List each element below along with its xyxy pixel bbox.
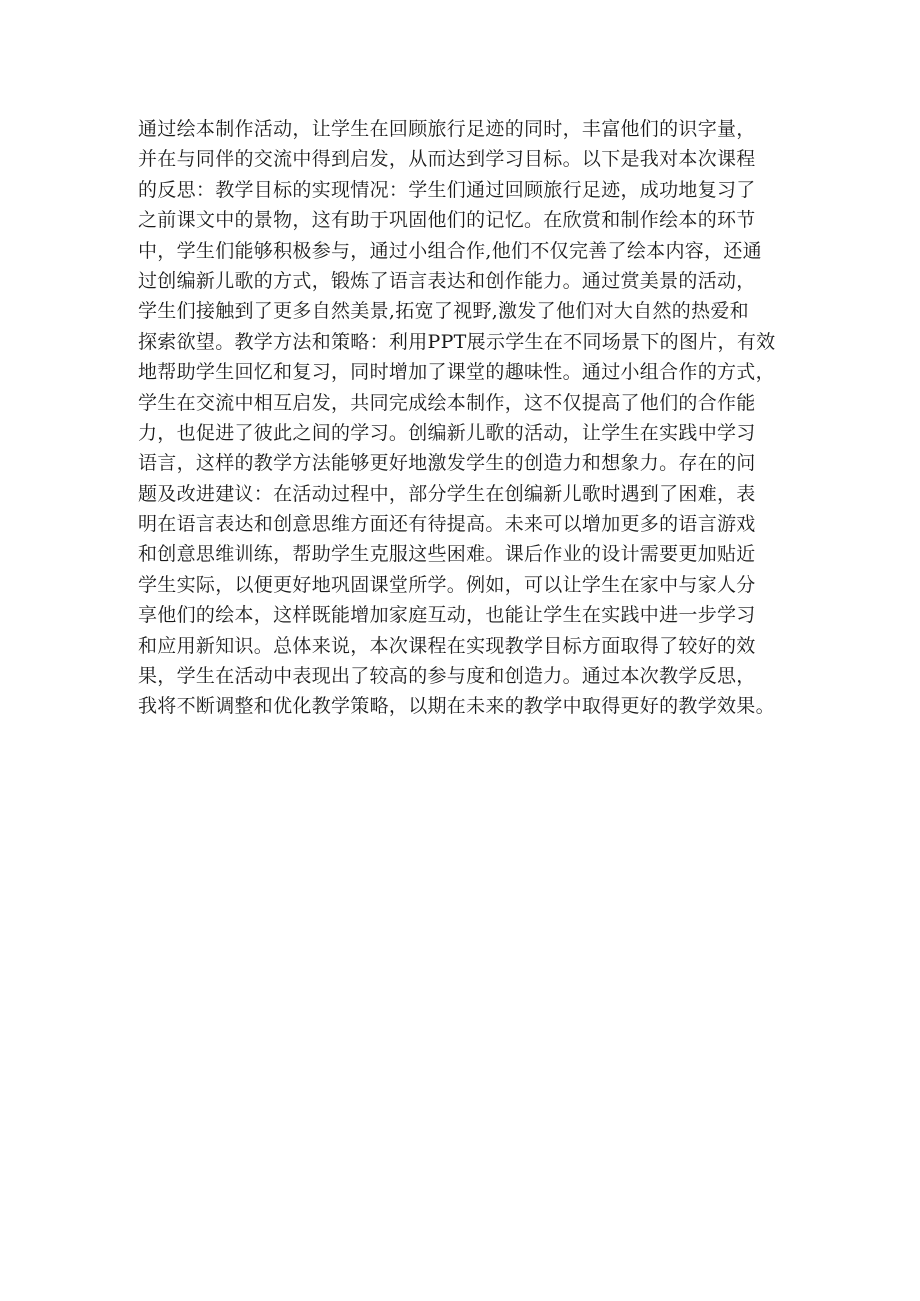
text-line: 果，学生在活动中表现出了较高的参与度和创造力。通过本次教学反思， xyxy=(138,665,756,688)
text-line: 地帮助学生回忆和复习，同时增加了课堂的趣味性。通过小组合作的方式， xyxy=(138,361,775,384)
text-line: 之前课文中的景物，这有助于巩固他们的记忆。在欣赏和制作绘本的环节 xyxy=(138,209,756,232)
text-line: 题及改进建议：在活动过程中，部分学生在创编新儿歌时遇到了困难，表 xyxy=(138,482,756,505)
text-line: 并在与同伴的交流中得到启发，从而达到学习目标。以下是我对本次课程 xyxy=(138,148,756,171)
text-line: 通过绘本制作活动，让学生在回顾旅行足迹的同时，丰富他们的识字量， xyxy=(138,118,756,140)
text-line: 享他们的绘本，这样既能增加家庭互动，也能让学生在实践中进一步学习 xyxy=(138,604,756,627)
text-line: 中，学生们能够积极参与，通过小组合作,他们不仅完善了绘本内容，还通 xyxy=(138,239,762,262)
text-line: 学生在交流中相互启发，共同完成绘本制作，这不仅提高了他们的合作能 xyxy=(138,391,756,414)
text-line: 力，也促进了彼此之间的学习。创编新儿歌的活动，让学生在实践中学习 xyxy=(138,421,756,444)
text-line: 学生们接触到了更多自然美景,拓宽了视野,激发了他们对大自然的热爱和 xyxy=(138,300,749,323)
text-line: 过创编新儿歌的方式，锻炼了语言表达和创作能力。通过赏美景的活动， xyxy=(138,269,756,292)
text-line: 明在语言表达和创意思维方面还有待提高。未来可以增加更多的语言游戏 xyxy=(138,513,756,536)
text-line: 的反思：教学目标的实现情况：学生们通过回顾旅行足迹，成功地复习了 xyxy=(138,178,756,201)
text-line: 语言，这样的教学方法能够更好地激发学生的创造力和想象力。存在的问 xyxy=(138,452,756,475)
text-line: 我将不断调整和优化教学策略，以期在未来的教学中取得更好的教学效果。 xyxy=(138,695,775,718)
body-paragraph xyxy=(138,114,808,722)
text-line: 学生实际，以便更好地巩固课堂所学。例如，可以让学生在家中与家人分 xyxy=(138,573,756,596)
text-line: 探索欲望。教学方法和策略：利用PPT展示学生在不同场景下的图片，有效 xyxy=(138,330,776,353)
text-line: 和创意思维训练，帮助学生克服这些困难。课后作业的设计需要更加贴近 xyxy=(138,543,756,566)
text-line: 和应用新知识。总体来说，本次课程在实现教学目标方面取得了较好的效 xyxy=(138,634,756,657)
